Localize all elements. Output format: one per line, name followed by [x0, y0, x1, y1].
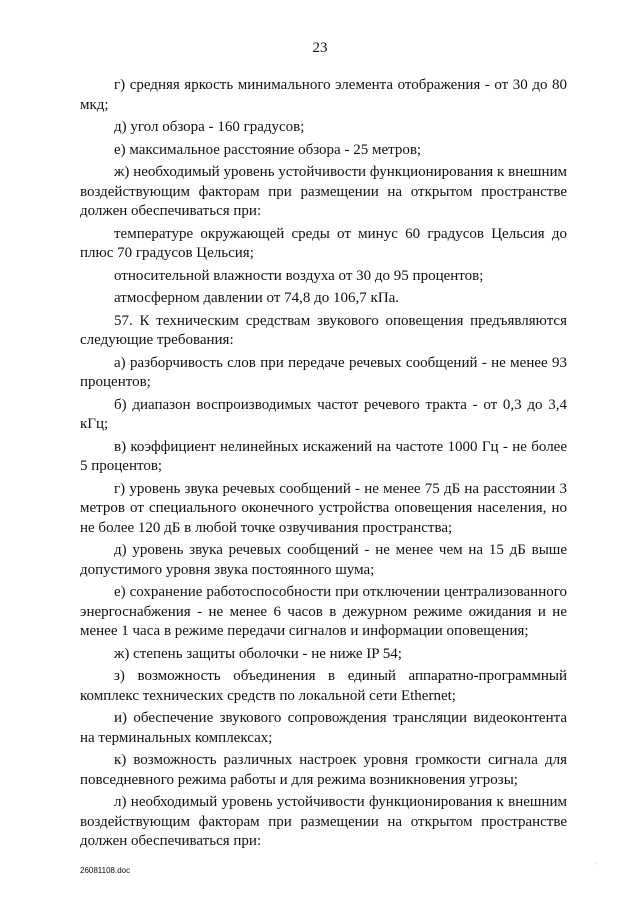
paragraph-temperature: температуре окружающей среды от минус 60 градусов Цельсия до плюс 70 градусов Цельсия; [80, 225, 567, 261]
paragraph-item-a-intelligibility: а) разборчивость слов при передаче речевых сообщений - не менее 93 процентов; [80, 354, 567, 390]
paragraph-item-b-frequency-range: б) диапазон воспроизводимых частот речевого тракта - от 0,3 до 3,4 кГц; [80, 396, 567, 432]
paragraph-item-d-sound-above-noise: д) уровень звука речевых сообщений - не менее чем на 15 дБ выше допустимого уровня звука постоянного шума; [80, 542, 567, 578]
corner-mark: ' [596, 862, 598, 871]
paragraph-item-k-volume-settings: к) возможность различных настроек уровня громкости сигнала для повседневного режима работы и для режима возникновения угрозы; [80, 752, 567, 788]
page-number: 23 [312, 40, 328, 56]
body-text [80, 76, 567, 855]
paragraph-item-z-ethernet: з) возможность объединения в единый аппаратно-программный комплекс технических средств по локальной сети Ethernet; [80, 668, 567, 704]
paragraph-item-e-view-distance: е) максимальное расстояние обзора - 25 метров; [114, 141, 422, 158]
paragraph-item-zh-stability: ж) необходимый уровень устойчивости функционирования к внешним воздействующим факторам при размещении на открытом пространстве должен обеспечиваться при: [80, 164, 567, 219]
paragraph-item-d-view-angle: д) угол обзора - 160 градусов; [114, 119, 305, 135]
paragraph-item-g-brightness: г) средняя яркость минимального элемента отображения - от 30 до 80 мкд; [80, 77, 567, 113]
paragraph-item-e-backup-power: е) сохранение работоспособности при отключении централизованного энергоснабжения - не менее 6 часов в дежурном режиме ожидания и не менее 1 часа в режиме передачи сигналов и информации оповещения; [80, 584, 567, 639]
paragraph-pressure: атмосферном давлении от 74,8 до 106,7 кПа. [114, 290, 400, 306]
paragraph-item-g-sound-level: г) уровень звука речевых сообщений - не менее 75 дБ на расстоянии 3 метров от специального оконечного устройства оповещения населения, но не более 120 дБ в любой точке озвучивания пространства; [80, 480, 567, 536]
paragraph-item-zh-ip-rating: ж) степень защиты оболочки - не ниже IP 54; [114, 645, 402, 662]
paragraph-section-57: 57. К техническим средствам звукового оповещения предъявляются следующие требования: [80, 312, 567, 348]
paragraph-humidity: относительной влажности воздуха от 30 до 95 процентов; [114, 267, 484, 284]
paragraph-item-l-stability: л) необходимый уровень устойчивости функционирования к внешним воздействующим факторам при размещении на открытом пространстве должен обеспечиваться при: [80, 794, 567, 849]
paragraph-item-v-distortion: в) коэффициент нелинейных искажений на частоте 1000 Гц - не более 5 процентов; [80, 438, 567, 474]
paragraph-item-i-video-audio: и) обеспечение звукового сопровождения трансляции видеоконтента на терминальных комплексах; [80, 710, 567, 746]
footer-file-name: 26081108.doc [80, 866, 131, 875]
